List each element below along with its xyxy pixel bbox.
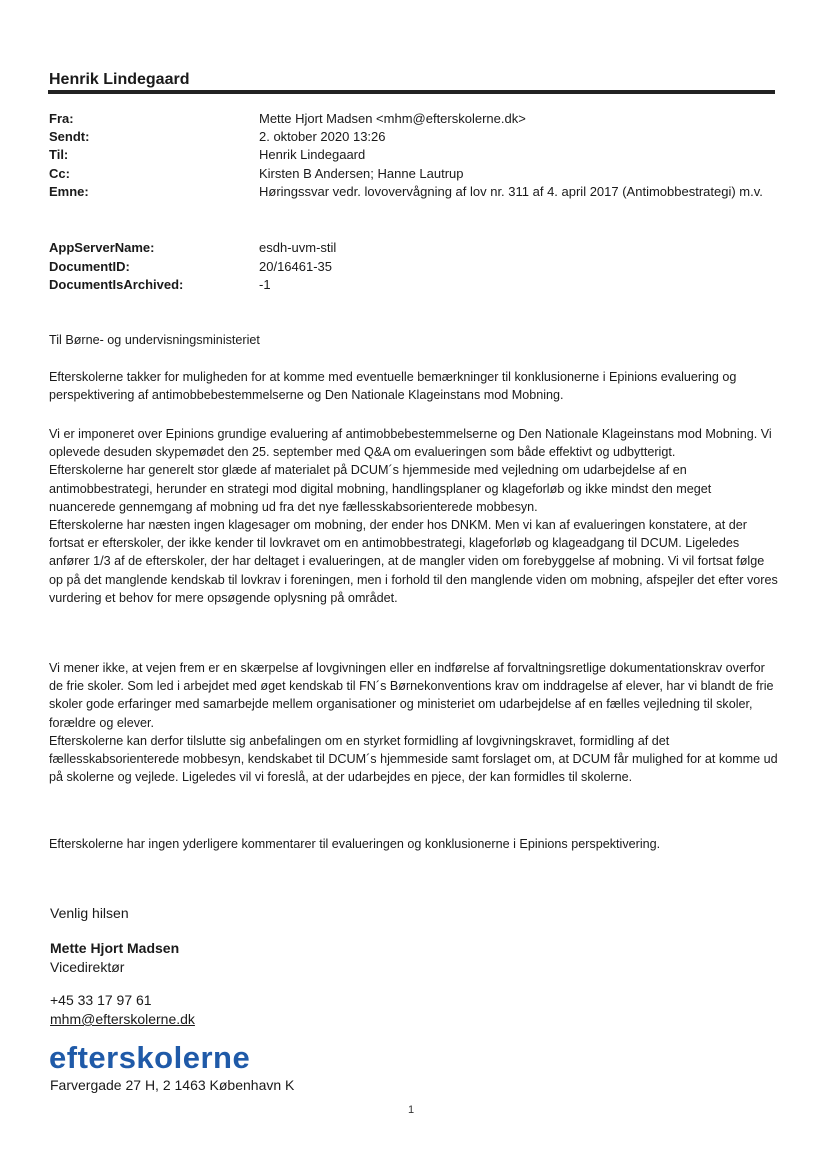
meta-row: [49, 258, 779, 277]
signature-name: Mette Hjort Madsen: [50, 940, 180, 956]
meta-value: esdh-uvm-stil: [259, 240, 337, 255]
paragraph-text: Vi mener ikke, at vejen frem er en skærpelse af lovgivningen eller en indførelse af forvaltningsretlige dokumentationskrav overfor de frie skoler. Som led i arbejdet med øget kendskab til FN´s Børnekonventions krav om inddragelse af elever, har vi blandt de frie skoler gode erfaringer med samarbejde mellem organisationer og ministeriet om udarbejdelse af en fælles vejledning til skoler, forældre og elever.: [49, 661, 774, 730]
paragraph-evaluation: [49, 425, 779, 607]
sender-name: Henrik Lindegaard: [49, 71, 190, 88]
page-number: 1: [408, 1104, 415, 1116]
salutation: Til Børne- og undervisningsministeriet: [49, 333, 260, 347]
header-value: Henrik Lindegaard: [259, 147, 366, 163]
signature-greeting: Venlig hilsen: [50, 905, 129, 921]
paragraph-text: Vi er imponeret over Epinions grundige evaluering af antimobbebestemmelserne og Den Nationale Klageinstans mod Mobning. Vi oplevede desuden skypemødet den 25. september med Q&A om evalueringen som både effektivt og udbytterigt.: [49, 427, 772, 460]
header-rule: [48, 90, 775, 94]
header-value: 2. oktober 2020 13:26: [259, 129, 386, 145]
header-sent-row: [49, 128, 779, 146]
header-cc-row: [49, 165, 779, 183]
signature-phone: +45 33 17 97 61: [50, 992, 152, 1008]
efterskolerne-logo: efterskolerne: [49, 1040, 251, 1075]
meta-row: [49, 239, 779, 258]
header-value: Kirsten B Andersen; Hanne Lautrup: [259, 165, 464, 181]
signature-address: Farvergade 27 H, 2 1463 København K: [50, 1077, 295, 1093]
header-to-row: [49, 146, 779, 164]
paragraph-text: Efterskolerne kan derfor tilslutte sig anbefalingen om en styrket formidling af lovgivningskravet, formidling af det fællesskabsorienterede mobbesyn, kendskabet til DCUM´s hjemmeside samt forslaget om, at DCUM får mulighed for at komme ud på skolerne og vejlede. Ligeledes vil vi foreslå, at der udarbejdes en pjece, der kan formidles til skolerne.: [49, 733, 778, 785]
meta-label: DocumentID:: [49, 258, 130, 274]
header-label: Fra:: [49, 111, 74, 126]
meta-row: [49, 276, 779, 295]
header-label: Emne:: [49, 183, 89, 199]
signature-email-link[interactable]: mhm@efterskolerne.dk: [50, 1011, 195, 1027]
signature-title: Vicedirektør: [50, 959, 125, 975]
paragraph-recommendation: [49, 659, 779, 786]
meta-label: DocumentIsArchived:: [49, 277, 184, 292]
document-metadata: [49, 239, 779, 295]
header-subject-row: [49, 183, 779, 201]
header-label: Sendt:: [49, 129, 90, 145]
header-value: Mette Hjort Madsen <mhm@efterskolerne.dk>: [259, 111, 526, 126]
email-header: [49, 110, 779, 201]
paragraph-intro: [49, 368, 779, 404]
paragraph-text: Efterskolerne takker for muligheden for at komme med eventuelle bemærkninger til konklusionerne i Epinions evaluering og perspektivering af antimobbebestemmelserne og Den Nationale Klageinstans mod Mobning.: [49, 370, 737, 403]
header-label: Til:: [49, 147, 69, 163]
header-label: Cc:: [49, 165, 70, 181]
meta-label: AppServerName:: [49, 240, 155, 255]
paragraph-closing: [49, 835, 779, 853]
paragraph-text: Efterskolerne har næsten ingen klagesager om mobning, der ender hos DNKM. Men vi kan af evalueringen konstatere, at der fortsat er efterskoler, der ikke kender til lovkravet om en antimobbestrategi, klageforløb og klageadgang til DCUM. Ligeledes anfører 1/3 af de efterskoler, der har deltaget i evalueringen, at de mangler viden om forebyggelse af mobning. Vi vil fortsat følge op på det manglende kendskab til lovkrav i foreningen, men i forhold til den manglende viden om mobning, afspejler det efter vores vurdering et behov for mere opsøgende oplysning på området.: [49, 518, 778, 605]
meta-value: 20/16461-35: [259, 258, 333, 274]
paragraph-text: Efterskolerne har generelt stor glæde af materialet på DCUM´s hjemmeside med vejledning om udarbejdelse af en antimobbestrategi, herunder en strategi mod digital mobning, handlingsplaner og klageforløb og ikke mindst den meget nuancerede gennemgang af mobning ud fra det nye fællesskabsorienterede mobbesyn.: [49, 463, 712, 514]
header-value: Høringssvar vedr. lovovervågning af lov nr. 311 af 4. april 2017 (Antimobbestrategi) m.v.: [259, 183, 763, 199]
meta-value: -1: [259, 277, 271, 292]
paragraph-text: Efterskolerne har ingen yderligere kommentarer til evalueringen og konklusionerne i Epinions perspektivering.: [49, 837, 661, 851]
header-from-row: [49, 110, 779, 128]
